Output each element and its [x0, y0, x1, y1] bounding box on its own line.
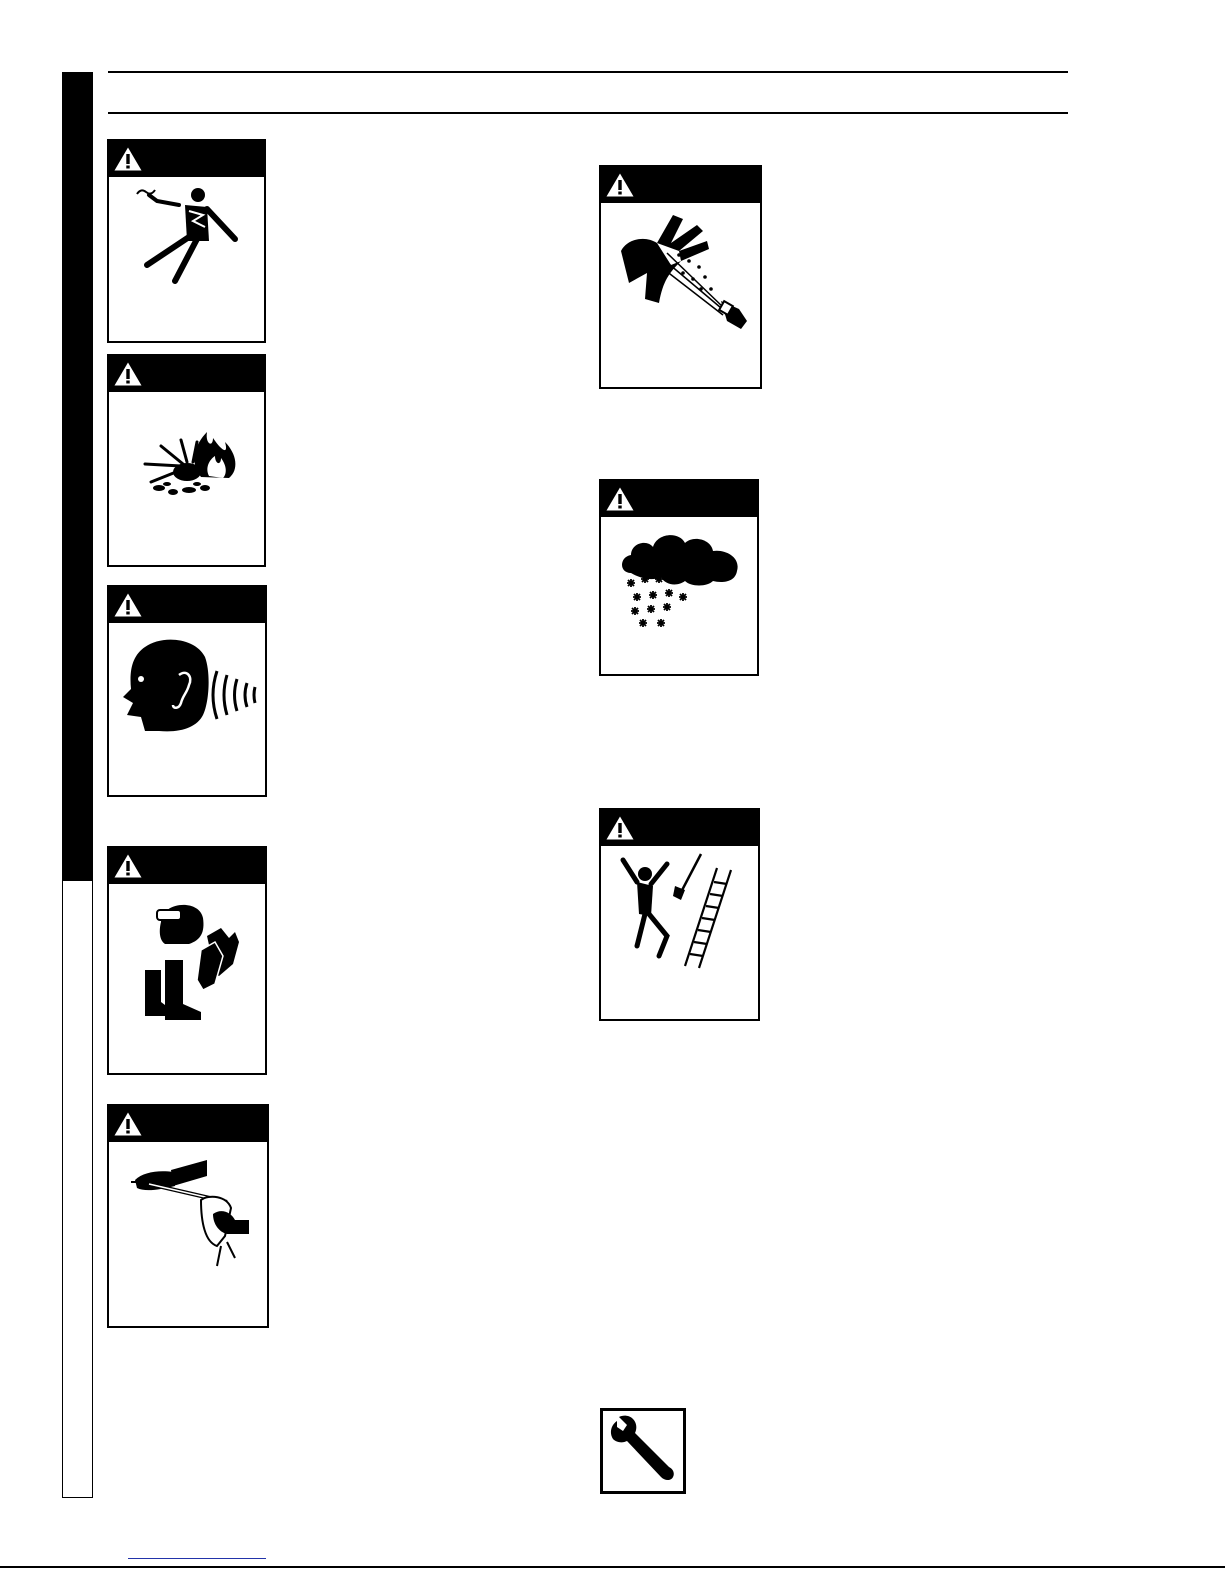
warning-card-header [601, 481, 757, 517]
fall-hazard-icon [601, 846, 758, 1021]
electric-shock-icon [109, 177, 264, 343]
warning-triangle-icon [113, 592, 143, 618]
warning-triangle-icon [605, 815, 635, 841]
freezing-weather-icon [601, 517, 757, 676]
warning-triangle-icon [113, 361, 143, 387]
service-notice-box [600, 1408, 686, 1494]
wrench-service-icon [603, 1411, 683, 1491]
warning-card-header [109, 1106, 267, 1142]
header-rule-bottom [108, 112, 1068, 114]
warning-card-kickback [107, 1104, 269, 1328]
high-pressure-spray-injury-icon [601, 203, 760, 389]
warning-card-freezing [599, 479, 759, 676]
warning-card-header [601, 810, 758, 846]
hearing-protection-icon [109, 623, 265, 797]
warning-card-header [109, 141, 264, 177]
warning-card-electric-shock [107, 139, 266, 343]
protective-gear-icon [109, 884, 265, 1075]
footer-link-underline[interactable] [128, 1558, 266, 1559]
warning-card-hearing [107, 585, 267, 797]
warning-card-header [601, 167, 760, 203]
spray-gun-kickback-icon [109, 1142, 267, 1328]
warning-triangle-icon [113, 146, 143, 172]
warning-card-header [109, 848, 265, 884]
warning-card-explosion-fire [107, 354, 266, 567]
warning-card-header [109, 356, 264, 392]
footer-rule [0, 1566, 1225, 1568]
section-tab-fill [63, 73, 92, 881]
warning-triangle-icon [605, 172, 635, 198]
warning-card-high-pressure-spray [599, 165, 762, 389]
warning-triangle-icon [605, 486, 635, 512]
warning-card-protective-gear [107, 846, 267, 1075]
warning-triangle-icon [113, 853, 143, 879]
warning-card-header [109, 587, 265, 623]
explosion-fire-icon [109, 392, 264, 567]
warning-triangle-icon [113, 1111, 143, 1137]
section-tab [62, 72, 93, 1498]
header-rule-top [108, 71, 1068, 73]
warning-card-fall [599, 808, 760, 1021]
